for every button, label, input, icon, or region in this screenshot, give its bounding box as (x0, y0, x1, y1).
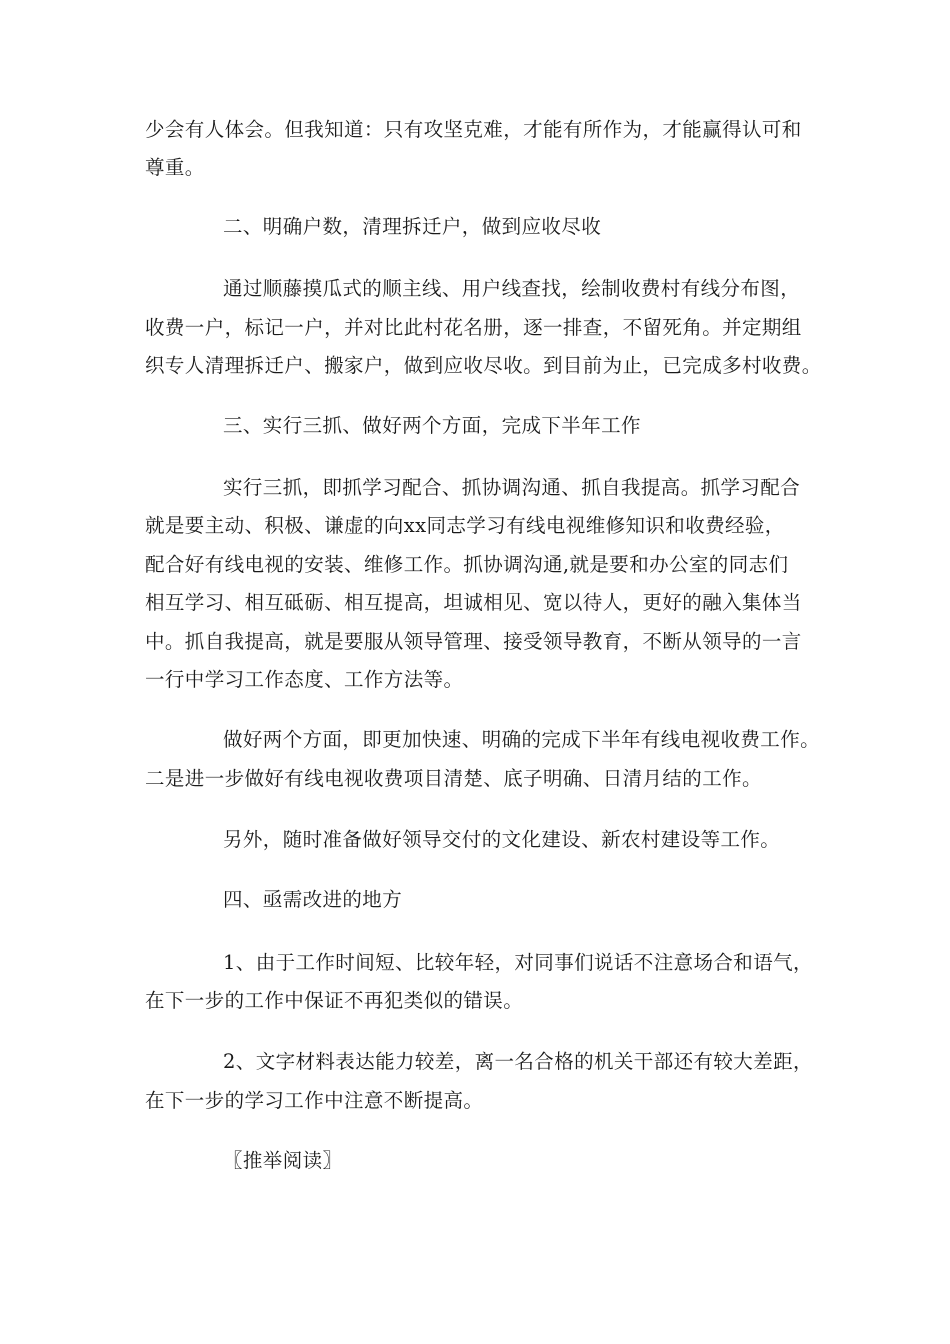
paragraph-line: 在下一步的工作中保证不再犯类似的错误。 (145, 989, 524, 1012)
recommended-reading-label: 〖推举阅读〗 (223, 1149, 343, 1172)
paragraph-line: 2、文字材料表达能力较差，离一名合格的机关干部还有较大差距， (223, 1050, 813, 1073)
paragraph-line: 二是进一步做好有线电视收费项目清楚、底子明确、日清月结的工作。 (145, 767, 762, 790)
paragraph-line: 实行三抓，即抓学习配合、抓协调沟通、抓自我提高。抓学习配合 (223, 476, 801, 499)
paragraph-line: 1、由于工作时间短、比较年轻，对同事们说话不注意场合和语气， (223, 951, 813, 974)
section-heading: 二、明确户数，清理拆迁户，做到应收尽收 (223, 215, 602, 238)
paragraph-line: 在下一步的学习工作中注意不断提高。 (145, 1089, 484, 1112)
paragraph-line: 另外，随时准备做好领导交付的文化建设、新农村建设等工作。 (223, 828, 781, 851)
paragraph-line: 中。抓自我提高，就是要服从领导管理、接受领导教育，不断从领导的一言 (145, 630, 802, 653)
section-heading: 三、实行三抓、做好两个方面，完成下半年工作 (223, 414, 641, 437)
paragraph-line: 少会有人体会。但我知道：只有攻坚克难，才能有所作为，才能赢得认可和 (145, 118, 802, 141)
paragraph-line: 就是要主动、积极、谦虚的向xx同志学习有线电视维修知识和收费经验， (145, 514, 785, 537)
paragraph-line: 配合好有线电视的安装、维修工作。抓协调沟通,就是要和办公室的同志们 (145, 553, 789, 576)
section-heading: 四、亟需改进的地方 (223, 888, 403, 911)
paragraph-line: 通过顺藤摸瓜式的顺主线、用户线查找，绘制收费村有线分布图， (223, 277, 801, 300)
paragraph-line: 做好两个方面，即更加快速、明确的完成下半年有线电视收费工作。 (223, 728, 821, 751)
paragraph-line: 织专人清理拆迁户、搬家户，做到应收尽收。到目前为止，已完成多村收费。 (145, 354, 822, 377)
paragraph-line: 尊重。 (145, 156, 205, 179)
paragraph-line: 收费一户，标记一户，并对比此村花名册，逐一排查，不留死角。并定期组 (145, 316, 802, 339)
paragraph-line: 相互学习、相互砥砺、相互提高，坦诚相见、宽以待人，更好的融入集体当 (145, 591, 802, 614)
paragraph-line: 一行中学习工作态度、工作方法等。 (145, 668, 464, 691)
